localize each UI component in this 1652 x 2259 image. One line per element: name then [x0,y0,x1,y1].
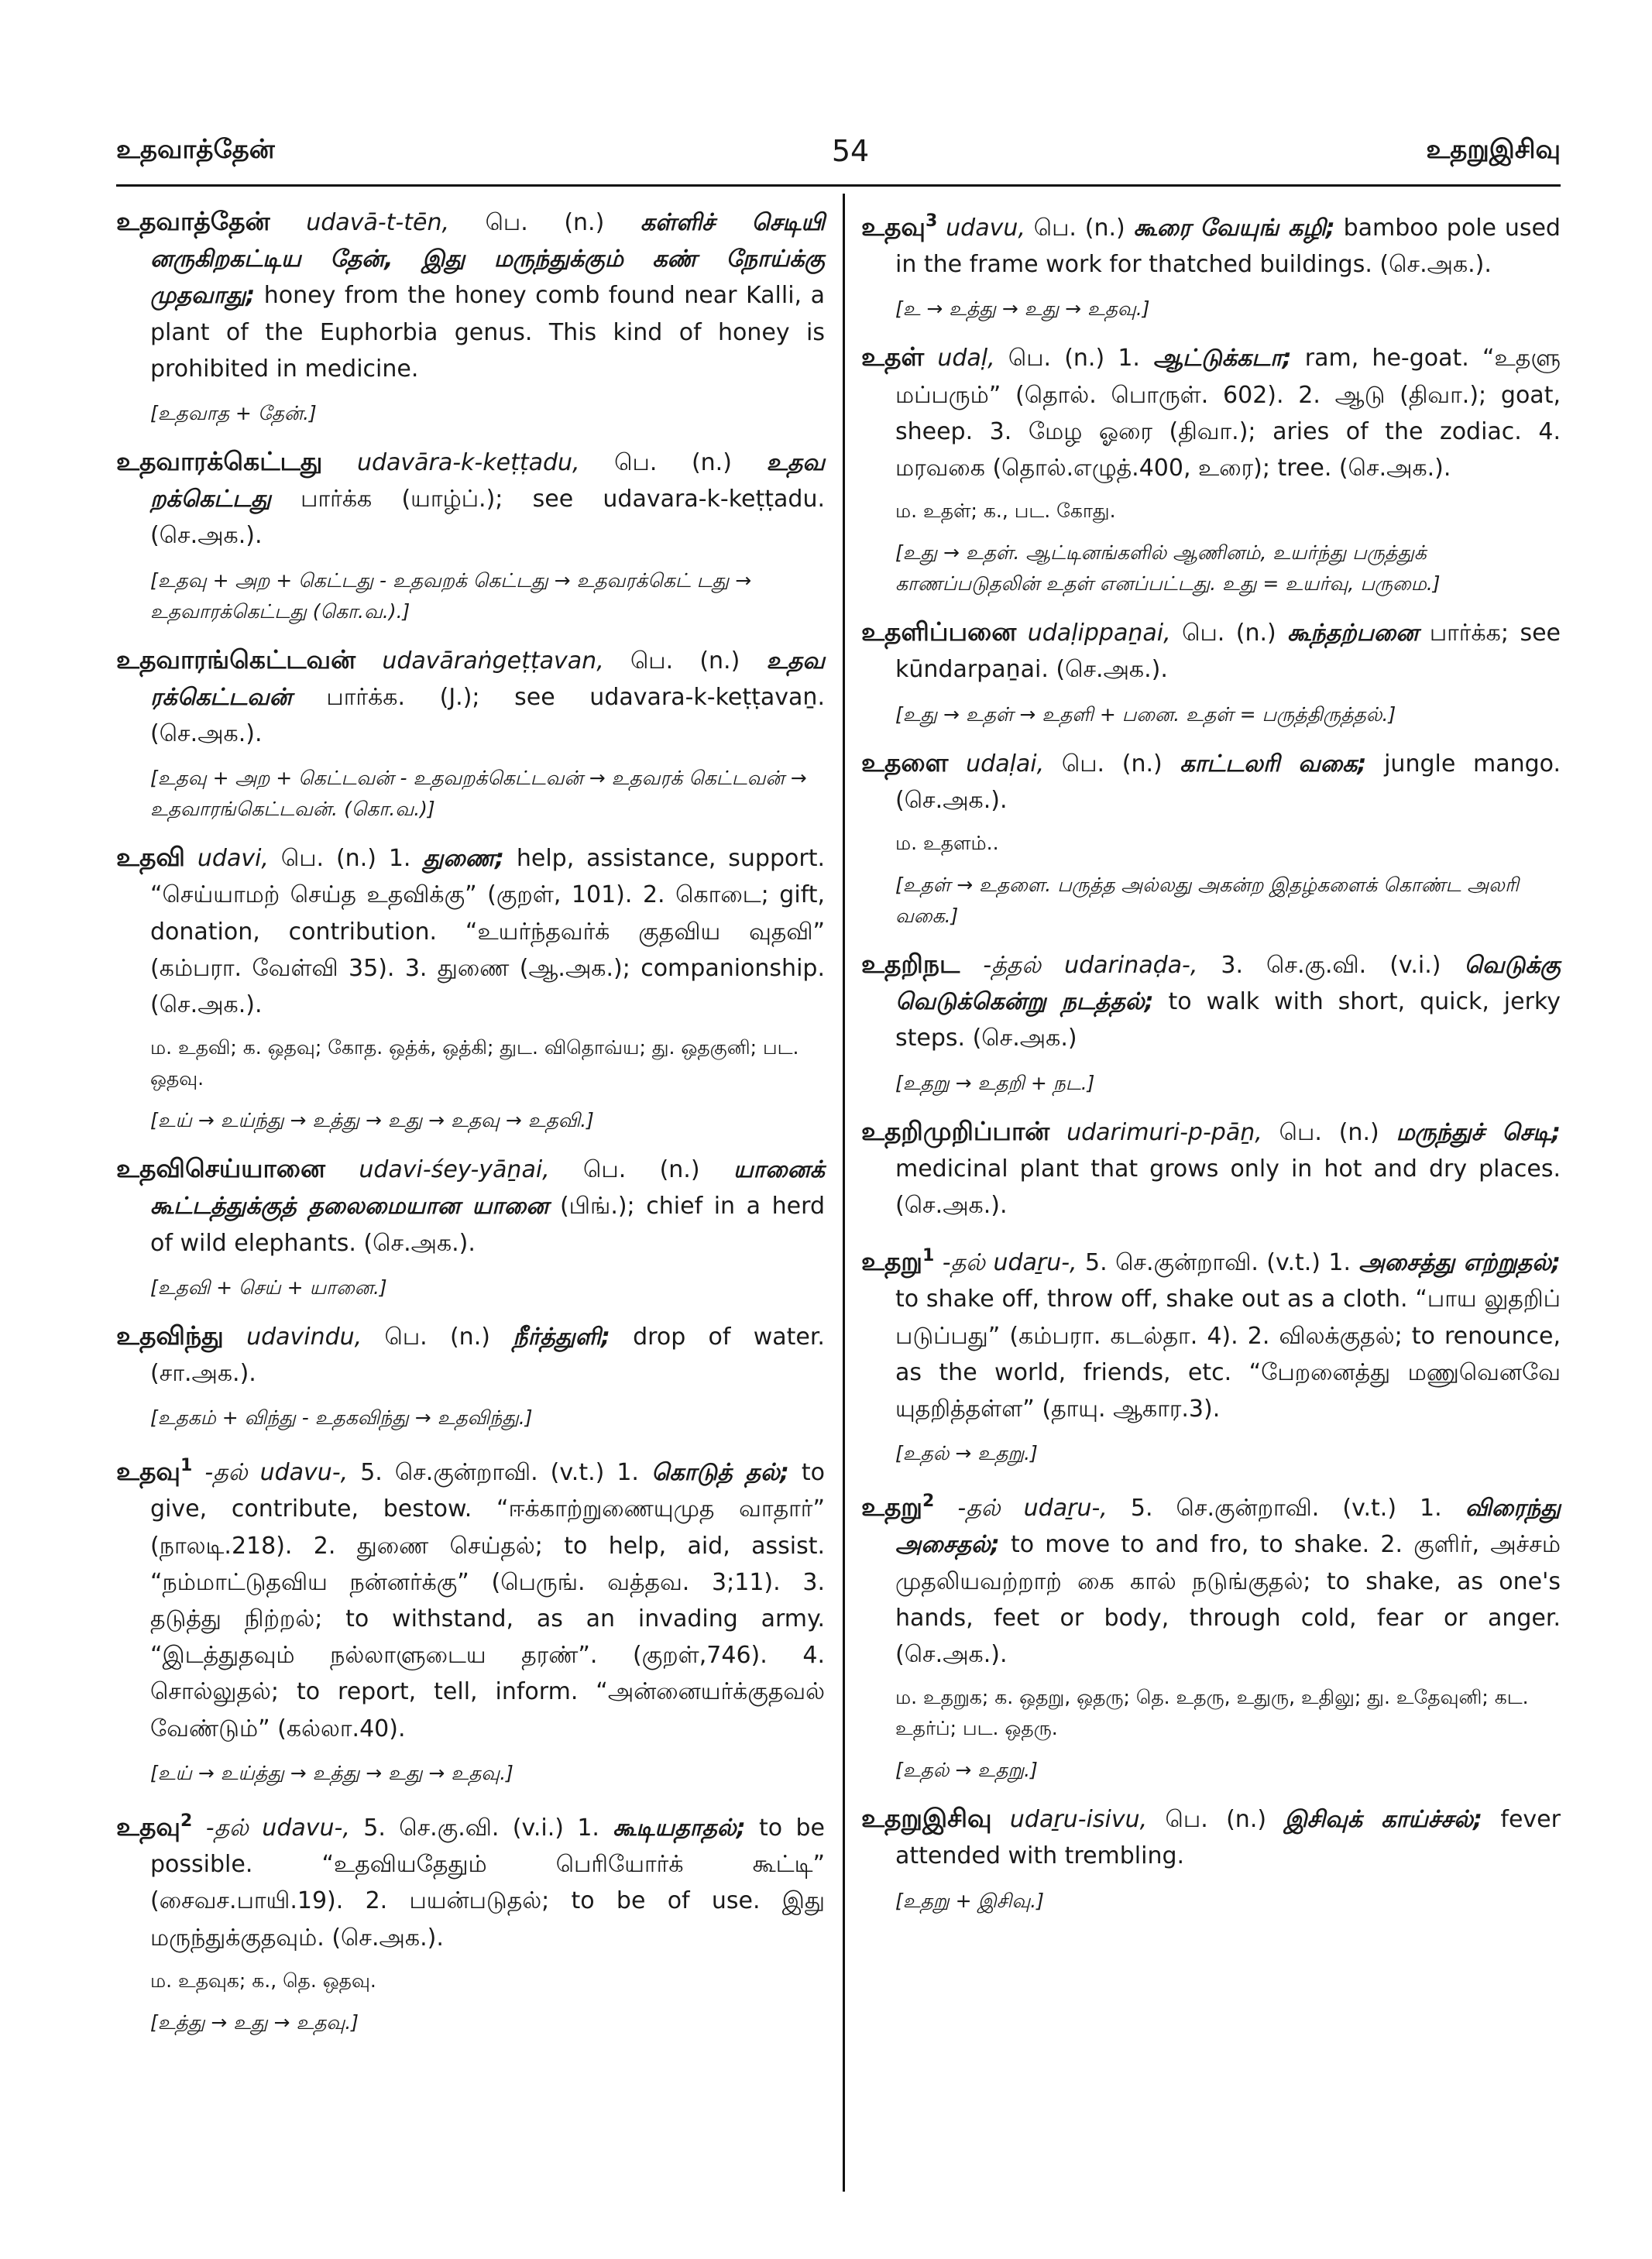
dictionary-entry [861,203,1561,324]
part-of-speech: 5. செ.குன்றாவி. (v.t.) 1. [1085,1249,1351,1277]
transliteration: udaḷai, [966,750,1045,778]
right-column [861,203,1561,1931]
tamil-gloss: ஆட்டுக்கடா; [1153,345,1292,372]
part-of-speech: பெ. (n.) [583,1156,700,1184]
headword: உதறு$^2$ [861,1492,935,1523]
transliteration: udavi-śey-yāṉai, [359,1156,550,1184]
entry-definition [861,1483,1561,1673]
headword: உதவிந்து [116,1320,224,1351]
definition-text: to be possible. “உதவியதேதும் பெரியோர்க் கூட்டி” (சைவச.பாயி.19). 2. பயன்படுதல்; to be of use. இது மருந்துக்குதவும். (செ.அக.). [150,1814,826,1952]
etymology: [உது → உதள். ஆட்டினங்களில் ஆணினம், உயர்ந்து பருத்துக் காணப்படுதலின் உதள் எனப்பட்டது. உது = உயர்வு, பருமை.] [895,541,1441,596]
etymology: [உதகம் + விந்து - உதகவிந்து → உதவிந்து.] [150,1406,533,1430]
tamil-gloss: விரைந்து அசைதல்; [895,1495,1561,1559]
entry-definition [116,1317,825,1392]
entry-definition [861,1113,1561,1224]
headword: உதள் [861,342,925,372]
homonym-number: 3 [926,211,938,231]
tamil-gloss: கூரை வேயுங் கழி; [1133,215,1335,242]
etymology: [உதள் → உதளை. பருத்த அல்லது அகன்ற இதழ்களைக் கொண்ட அலரி வகை.] [895,874,1519,928]
transliteration: -தல் udavu-, [205,1814,350,1842]
entry-definition [861,946,1561,1057]
entry-definition [116,443,825,554]
headword: உதவு$^1$ [116,1456,193,1487]
definition-text: honey from the honey comb found near Kalli, a plant of the Euphorbia genus. This kind of honey is prohibited in medicine. [150,282,825,383]
transliteration: udavā-t-tēn, [306,209,450,236]
dictionary-entry [861,613,1561,730]
etymology: [உது → உதள் → உதளி + பனை. உதள் = பருத்திருத்தல்.] [895,702,1396,726]
entry-definition [861,203,1561,283]
header-rule [116,184,1561,187]
etymology: [உதவு + அற + கெட்டவன் - உதவறக்கெட்டவன் → உதவரக் கெட்டவன் → உதவாரங்கெட்டவன். (கொ.வ.)] [150,767,807,821]
dictionary-entry [861,1238,1561,1469]
etymology: [உய் → உய்த்து → உத்து → உது → உதவு.] [150,1761,513,1784]
dictionary-entry [861,1113,1561,1224]
headword: உதவு$^2$ [116,1811,193,1842]
entry-definition [861,1238,1561,1427]
entry-definition [861,1800,1561,1874]
part-of-speech: பெ. (n.) [1033,215,1125,242]
transliteration: udaḷ, [937,345,995,372]
entry-definition [116,1803,825,1956]
dictionary-entry [116,443,825,627]
definition-text: பார்க்க. (J.); see udavara-k-keṭṭavaṉ. (செ.அக.). [150,683,825,748]
definition-text: ram, he-goat. “உதளு மப்பரும்” (தொல். பொருள். 602). 2. ஆடு (திவா.); goat, sheep. 3. மேழ ஓரை (திவா.); aries of the zodiac. 4. மரவகை (தொல்.எழுத்.400, உரை); tree. (செ.அக.). [895,345,1561,482]
part-of-speech: பெ. (n.) [1061,750,1163,778]
etymology: [உத்து → உது → உதவு.] [150,2010,359,2034]
definition-text: to give, contribute, bestow. “ஈக்காற்றுணையுமுத வாதார்” (நாலடி.218). 2. துணை செய்தல்; to help, aid, assist. “நம்மாட்டுதவிய நன்னர்க்கு” (பெருங். வத்தவ. 3;11). 3. தடுத்து நிற்றல்; to withstand, as an invading army. “இடத்துதவும் நல்லாளுடைய தரண்”. (குறள்,746). 4. சொல்லுதல்; to report, tell, inform. “அன்னையர்க்குதவல் வேண்டும்” (கல்லா.40). [150,1459,826,1742]
dictionary-entry [116,641,825,826]
definition-text: medicinal plant that grows only in hot and dry places. (செ.அக.). [895,1155,1561,1220]
transliteration: -தல் udavu-, [204,1459,349,1487]
dictionary-entry [116,839,825,1136]
dictionary-entry [861,1800,1561,1916]
transliteration: udaḷippaṉai, [1027,620,1171,647]
part-of-speech: 3. செ.கு.வி. (v.i.) [1221,952,1441,980]
entry-definition [116,203,825,387]
etymology: [உய் → உய்ந்து → உத்து → உது → உதவு → உதவி.] [150,1109,594,1132]
transliteration: udaṟu-isivu, [1009,1806,1148,1834]
entry-definition [861,338,1561,486]
etymology: [உதவி + செய் + யானை.] [150,1275,387,1299]
homonym-number: 1 [922,1246,935,1266]
etymology: [உதவு + அற + கெட்டது - உதவறக் கெட்டது → உதவரக்கெட் டது → உதவாரக்கெட்டது (கொ.வ.).] [150,568,752,623]
column-divider [843,194,845,2192]
cognates: ம. உதள்; க., பட. கோது. [895,500,1116,523]
part-of-speech: பெ. (n.) [1165,1806,1267,1834]
entry-definition [116,641,825,753]
tamil-gloss: வெடுக்கு வெடுக்கென்று நடத்தல்; [895,952,1561,1016]
definition-text: பார்க்க; see kūndarpaṉai. (செ.அக.). [895,620,1561,684]
definition-text: to walk with short, quick, jerky steps. (செ.அக.) [895,988,1561,1052]
part-of-speech: பெ. (n.) [1182,620,1276,647]
dictionary-entry [116,203,825,429]
transliteration: udavi, [197,845,269,873]
definition-text: bamboo pole used in the frame work for thatched buildings. (செ.அக.). [895,215,1561,279]
tamil-gloss: துணை; [423,845,504,873]
definition-text: drop of water. (சா.அக.). [150,1323,825,1388]
tamil-gloss: மருந்துச் செடி; [1396,1118,1561,1146]
etymology: [உதல் → உதறு.] [895,1759,1038,1782]
headword: உதவாரக்கெட்டது [116,446,323,477]
tamil-gloss: நீர்த்துளி; [513,1323,610,1351]
etymology: [உதறு + இசிவு.] [895,1889,1044,1912]
definition-text: fever attended with trembling. [895,1806,1561,1870]
tamil-gloss: உதவ றக்கெட்டது [150,449,825,513]
definition-text: to shake off, throw off, shake out as a cloth. “பாய லுதறிப் படுப்பது” (கம்பரா. கடல்தா. 4). 2. விலக்குதல்; to renounce, as the world, friends, etc. “பேறனைத்து மணுவெனவே யுதறித்தள்ள” (தாயு. ஆகார.3). [895,1286,1561,1423]
dictionary-entry [861,744,1561,932]
part-of-speech: பெ. (n.) [384,1323,490,1351]
headword: உதறுஇசிவு [861,1803,992,1834]
part-of-speech: பெ. (n.) [630,647,740,675]
etymology: [உதல் → உதறு.] [895,1442,1038,1465]
cognates: ம. உதவி; க. ஒதவு; கோத. ஒத்க், ஒத்கி; துட. விதொவ்ய; து. ஒதகுனி; பட. ஒதவு. [150,1036,799,1090]
dictionary-entry [116,1447,825,1789]
part-of-speech: பெ. (n.) 1. [1008,345,1140,372]
dictionary-entry [861,1483,1561,1786]
transliteration: udavāra-k-keṭṭadu, [356,449,580,477]
entry-definition [861,613,1561,688]
tamil-gloss: யானைக் கூட்டத்துக்குத் தலைமையான யானை [150,1156,825,1220]
guide-word-left: உதவாத்தேன் [116,134,275,165]
part-of-speech: 5. செ.குன்றாவி. (v.t.) 1. [360,1459,639,1487]
dictionary-entry [861,946,1561,1099]
part-of-speech: பெ. (n.) [1279,1118,1379,1146]
headword: உதறிநட [861,949,960,980]
transliteration: -த்தல் udarinaḍa-, [983,952,1198,980]
tamil-gloss: கூந்தற்பனை [1287,620,1419,647]
dictionary-entry [116,1150,825,1303]
page-number: 54 [831,134,870,168]
headword: உதறிமுறிப்பான் [861,1115,1050,1146]
tamil-gloss: கூடியதாதல்; [613,1814,746,1842]
tamil-gloss: கொடுத் தல்; [651,1459,789,1487]
headword: உதறு$^1$ [861,1246,935,1277]
tamil-gloss: உதவ ரக்கெட்டவன் [150,647,825,711]
definition-text: jungle mango. (செ.அக.). [895,750,1561,814]
transliteration: -தல் udaṟu-, [942,1249,1077,1277]
definition-text: help, assistance, support. “செய்யாமற் செய்த உதவிக்கு” (குறள், 101). 2. கொடை; gift, donation, contribution. “உயர்ந்தவர்க் குதவிய வுதவி” (கம்பரா. வேள்வி 35). 3. துணை (ஆ.அக.); companionship. (செ.அக.). [150,845,825,1019]
homonym-number: 2 [180,1811,193,1831]
tamil-gloss: கள்ளிச் செடியி னருகிறகட்டிய தேன், இது மருந்துக்கும் கண் நோய்க்கு முதவாது; [150,209,825,310]
transliteration: udavindu, [246,1323,362,1351]
dictionary-entry [861,338,1561,599]
part-of-speech: பெ. (n.) [485,209,605,236]
headword: உதவாத்தேன் [116,206,270,236]
page-header [116,124,1561,178]
tamil-gloss: காட்டலரி வகை; [1180,750,1367,778]
etymology: [உதவாத + தேன்.] [150,402,317,425]
headword: உதவு$^3$ [861,211,938,242]
left-column [116,203,825,2052]
definition-text: (பிங்.); chief in a herd of wild elephants. (செ.அக.). [150,1193,825,1257]
dictionary-entry [116,1317,825,1433]
tamil-gloss: இசிவுக் காய்ச்சல்; [1284,1806,1483,1834]
headword: உதவிசெய்யானை [116,1153,325,1184]
definition-text: to move to and fro, to shake. 2. குளிர், அச்சம் முதலியவற்றாற் கை கால் நடுங்குதல்; to shake, as one's hands, feet or body, through cold, fear or anger. (செ.அக.). [895,1531,1561,1669]
cognates: ம. உதறுக; க. ஒதறு, ஒதரு; தெ. உதரு, உதுரு, உதிலு; து. உதேவுனி; கட. உதர்ப்; பட. ஒதரு. [895,1686,1529,1740]
entry-definition [861,744,1561,819]
cognates: ம. உதளம்.. [895,832,999,855]
transliteration: -தல் udaṟu-, [957,1495,1108,1523]
part-of-speech: பெ. (n.) 1. [280,845,411,873]
entry-definition [116,1150,825,1262]
homonym-number: 1 [180,1456,193,1476]
homonym-number: 2 [922,1492,935,1512]
transliteration: udarimuri-p-pāṉ, [1066,1118,1262,1146]
cognates: ம. உதவுக; க., தெ. ஒதவு. [150,1969,376,1992]
headword: உதளை [861,747,949,778]
dictionary-entry [116,1803,825,2038]
headword: உதளிப்பனை [861,616,1017,647]
part-of-speech: 5. செ.குன்றாவி. (v.t.) 1. [1130,1495,1442,1523]
definition-text: பார்க்க (யாழ்ப்.); see udavara-k-keṭṭadu. (செ.அக.). [150,486,825,550]
etymology: [உ → உத்து → உது → உதவு.] [895,297,1150,321]
headword: உதவி [116,842,185,873]
tamil-gloss: அசைத்து எற்றுதல்; [1358,1249,1561,1277]
headword: உதவாரங்கெட்டவன் [116,644,356,675]
transliteration: udavāraṅgeṭṭavan, [382,647,604,675]
part-of-speech: பெ. (n.) [614,449,732,477]
part-of-speech: 5. செ.கு.வி. (v.i.) 1. [363,1814,599,1842]
transliteration: udavu, [946,215,1025,242]
etymology: [உதறு → உதறி + நட.] [895,1071,1095,1094]
entry-definition [116,839,825,1023]
guide-word-right: உதறுஇசிவு [1426,134,1561,165]
entry-definition [116,1447,825,1747]
